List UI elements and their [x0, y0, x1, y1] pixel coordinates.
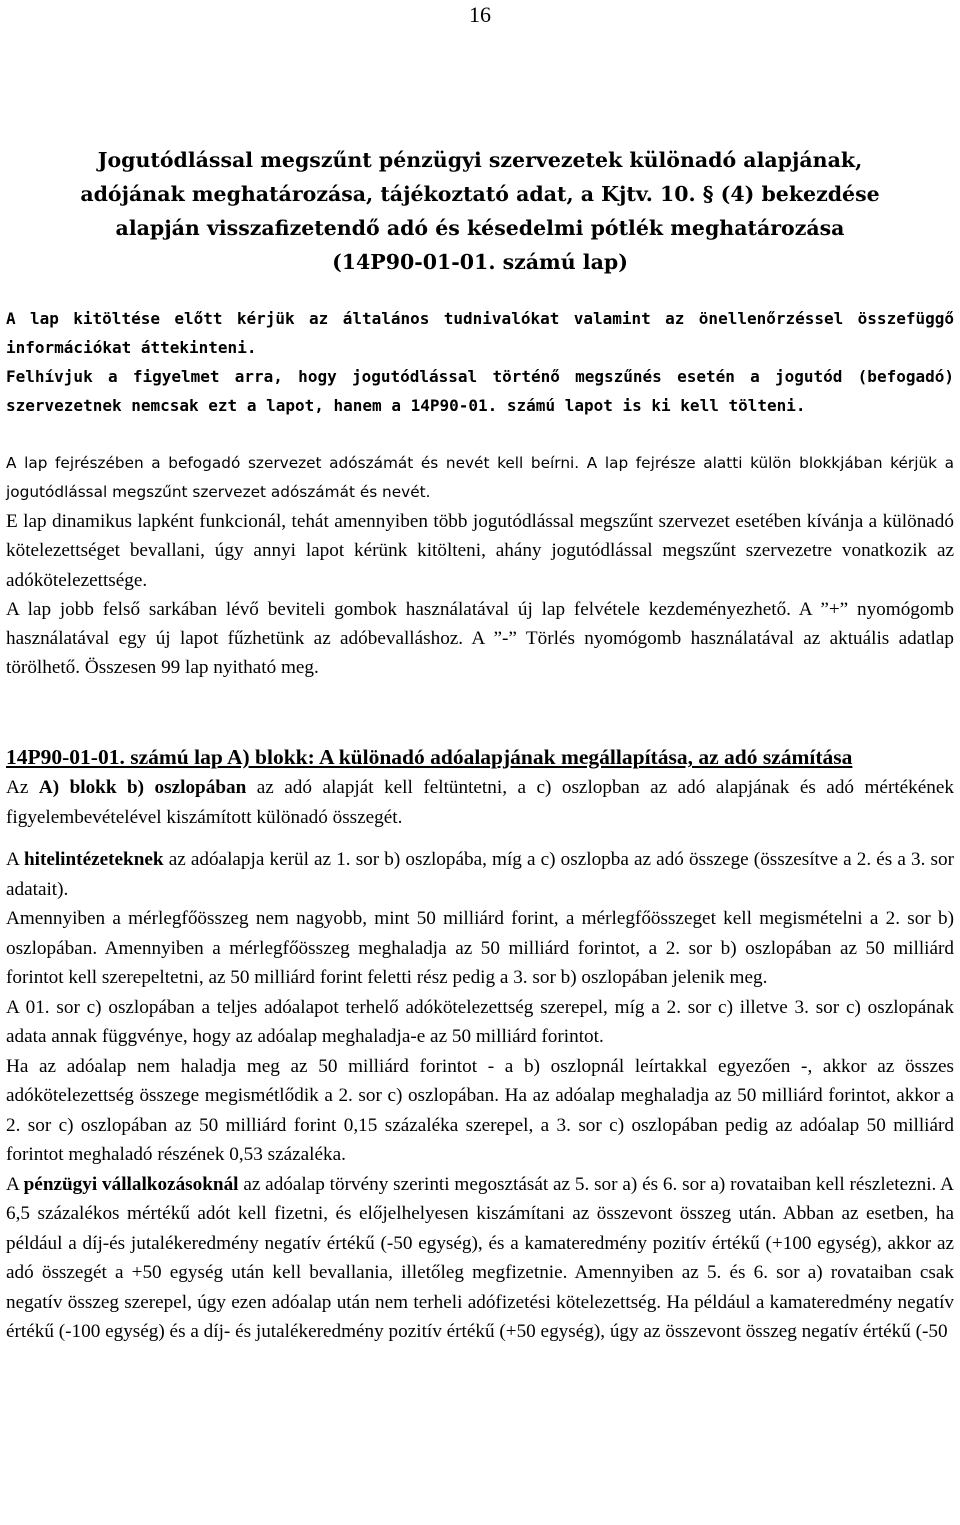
- text-run: A: [6, 849, 24, 870]
- text-run: az adóalap törvény szerinti megosztását az 5. sor a) és 6. sor a) rovataiban kell részletezni. A 6,5 százalékos mértékű adót kell fizetni, és előjelhelyesen kiszámítani az összevont összeg után. Abban az esetben, ha például a díj-és jutalékeredmény negatív értékű (-50 egység), és a kamateredmény pozitív értékű (+100 egység), akkor az adó összegét a +50 egység után kell bevallania, illetőleg megfizetnie. Amennyiben az 5. és 6. sor a) rovataiban csak negatív összeg szerepel, úgy ezen adóalap után nem terheli adófizetési kötelezettség. Ha például a kamateredmény negatív értékű (-100 egység) és a díj- és jutalékeredmény pozitív értékű (+50 egység), úgy az összevont összeg negatív értékű (-50: [6, 1173, 954, 1342]
- section-paragraph-banks: [6, 845, 954, 904]
- section-paragraph-columns: [6, 773, 954, 832]
- bold-text-run: A) blokk b) oszlopában: [38, 777, 247, 798]
- section-body: [6, 773, 954, 1347]
- title-line: Jogutódlással megszűnt pénzügyi szervezetek különadó alapjának,: [97, 148, 863, 172]
- notice-paragraph-successor: Felhívjuk a figyelmet arra, hogy jogutódlással történő megszűnés esetén a jogutód (befogadó) szervezetnek nemcsak ezt a lapot, hanem a 14P90-01. számú lapot is ki kell tölteni.: [6, 367, 954, 415]
- section-a-block: [6, 742, 954, 1347]
- intro-paragraph-header: A lap fejrészében a befogadó szervezet adószámát és nevét kell beírni. A lap fejrésze alatti külön blokkjában kérjük a jogutódlással megszűnt szervezet adószámát és nevét.: [6, 454, 954, 501]
- section-heading: 14P90-01-01. számú lap A) blokk: A különadó adóalapjának megállapítása, az adó számítása: [6, 745, 853, 769]
- intro-header-instructions: [6, 449, 954, 507]
- document-title: [20, 143, 940, 279]
- text-run: az adóalapja kerül az 1. sor b) oszlopába, míg a c) oszlopba az adó összege (összesítve a 2. és a 3. sor adatait).: [6, 849, 954, 900]
- intro-dynamic-sheet: [6, 507, 954, 683]
- section-paragraph-threshold: Ha az adóalap nem haladja meg az 50 milliárd forintot - a b) oszlopnál leírtakkal egyezően -, akkor az összes adókötelezettség összege megismétlődik a 2. sor c) oszlopában. Ha az adóalap meghaladja az 50 milliárd forintot, akkor a 2. sor c) oszlopában az 50 milliárd forint 0,15 százaléka szerepel, a 3. sor c) oszlopában pedig az adóalap 50 milliárd forintot meghaladó részének 0,53 százaléka.: [6, 1055, 954, 1165]
- page-number: 16: [469, 2, 491, 27]
- paragraph-gap: [6, 832, 954, 845]
- notice-block: [6, 304, 954, 420]
- text-run: Az: [6, 777, 39, 798]
- title-line: alapján visszafizetendő adó és késedelmi pótlék meghatározása: [115, 216, 845, 240]
- intro-paragraph-buttons: A lap jobb felső sarkában lévő beviteli gombok használatával új lap felvétele kezdeményezhető. A ”+” nyomógomb használatával egy új lapot fűzhetünk az adóbevalláshoz. A ”-” Törlés nyomógomb használatával az aktuális adatlap törölhető. Összesen 99 lap nyitható meg.: [6, 598, 954, 679]
- title-line: (14P90-01-01. számú lap): [332, 250, 628, 274]
- text-run: az adó alapját kell feltüntetni, a c) oszlopban az adó alapjának és adó mértékének figyelembevételével kiszámított különadó összegét.: [6, 777, 954, 828]
- notice-paragraph-review: A lap kitöltése előtt kérjük az általános tudnivalókat valamint az önellenőrzéssel összefüggő információkat áttekinteni.: [6, 309, 954, 357]
- text-run: A: [6, 1173, 24, 1195]
- bold-text-run: pénzügyi vállalkozásoknál: [23, 1173, 239, 1195]
- section-paragraph-balance-total: Amennyiben a mérlegfőösszeg nem nagyobb, mint 50 milliárd forint, a mérlegfőösszeget kell megismételni a 2. sor b) oszlopában. Amennyiben a mérlegfőösszeg meghaladja az 50 milliárd forintot, a 2. sor b) oszlopában az 50 milliárd forintot kell szerepeltetni, az 50 milliárd forint feletti rész pedig a 3. sor b) oszlopában jelenik meg.: [6, 908, 954, 988]
- section-paragraph-financial-enterprises: [6, 1170, 954, 1347]
- bold-text-run: hitelintézeteknek: [23, 849, 164, 870]
- section-paragraph-row-01: A 01. sor c) oszlopában a teljes adóalapot terhelő adókötelezettség szerepel, míg a 2. sor c) illetve 3. sor c) oszlopának adata annak függvénye, hogy az adóalap meghaladja-e az 50 milliárd forintot.: [6, 996, 954, 1047]
- intro-paragraph-dynamic: E lap dinamikus lapként funkcionál, tehát amennyiben több jogutódlással megszűnt szervezet esetében kívánja a különadó kötelezettséget bevallani, úgy annyi lapot kérünk kitölteni, ahány jogutódlással megszűnt szervezetre vonatkozik az adókötelezettsége.: [6, 511, 954, 591]
- title-line: adójának meghatározása, tájékoztató adat, a Kjtv. 10. § (4) bekezdése: [80, 182, 880, 206]
